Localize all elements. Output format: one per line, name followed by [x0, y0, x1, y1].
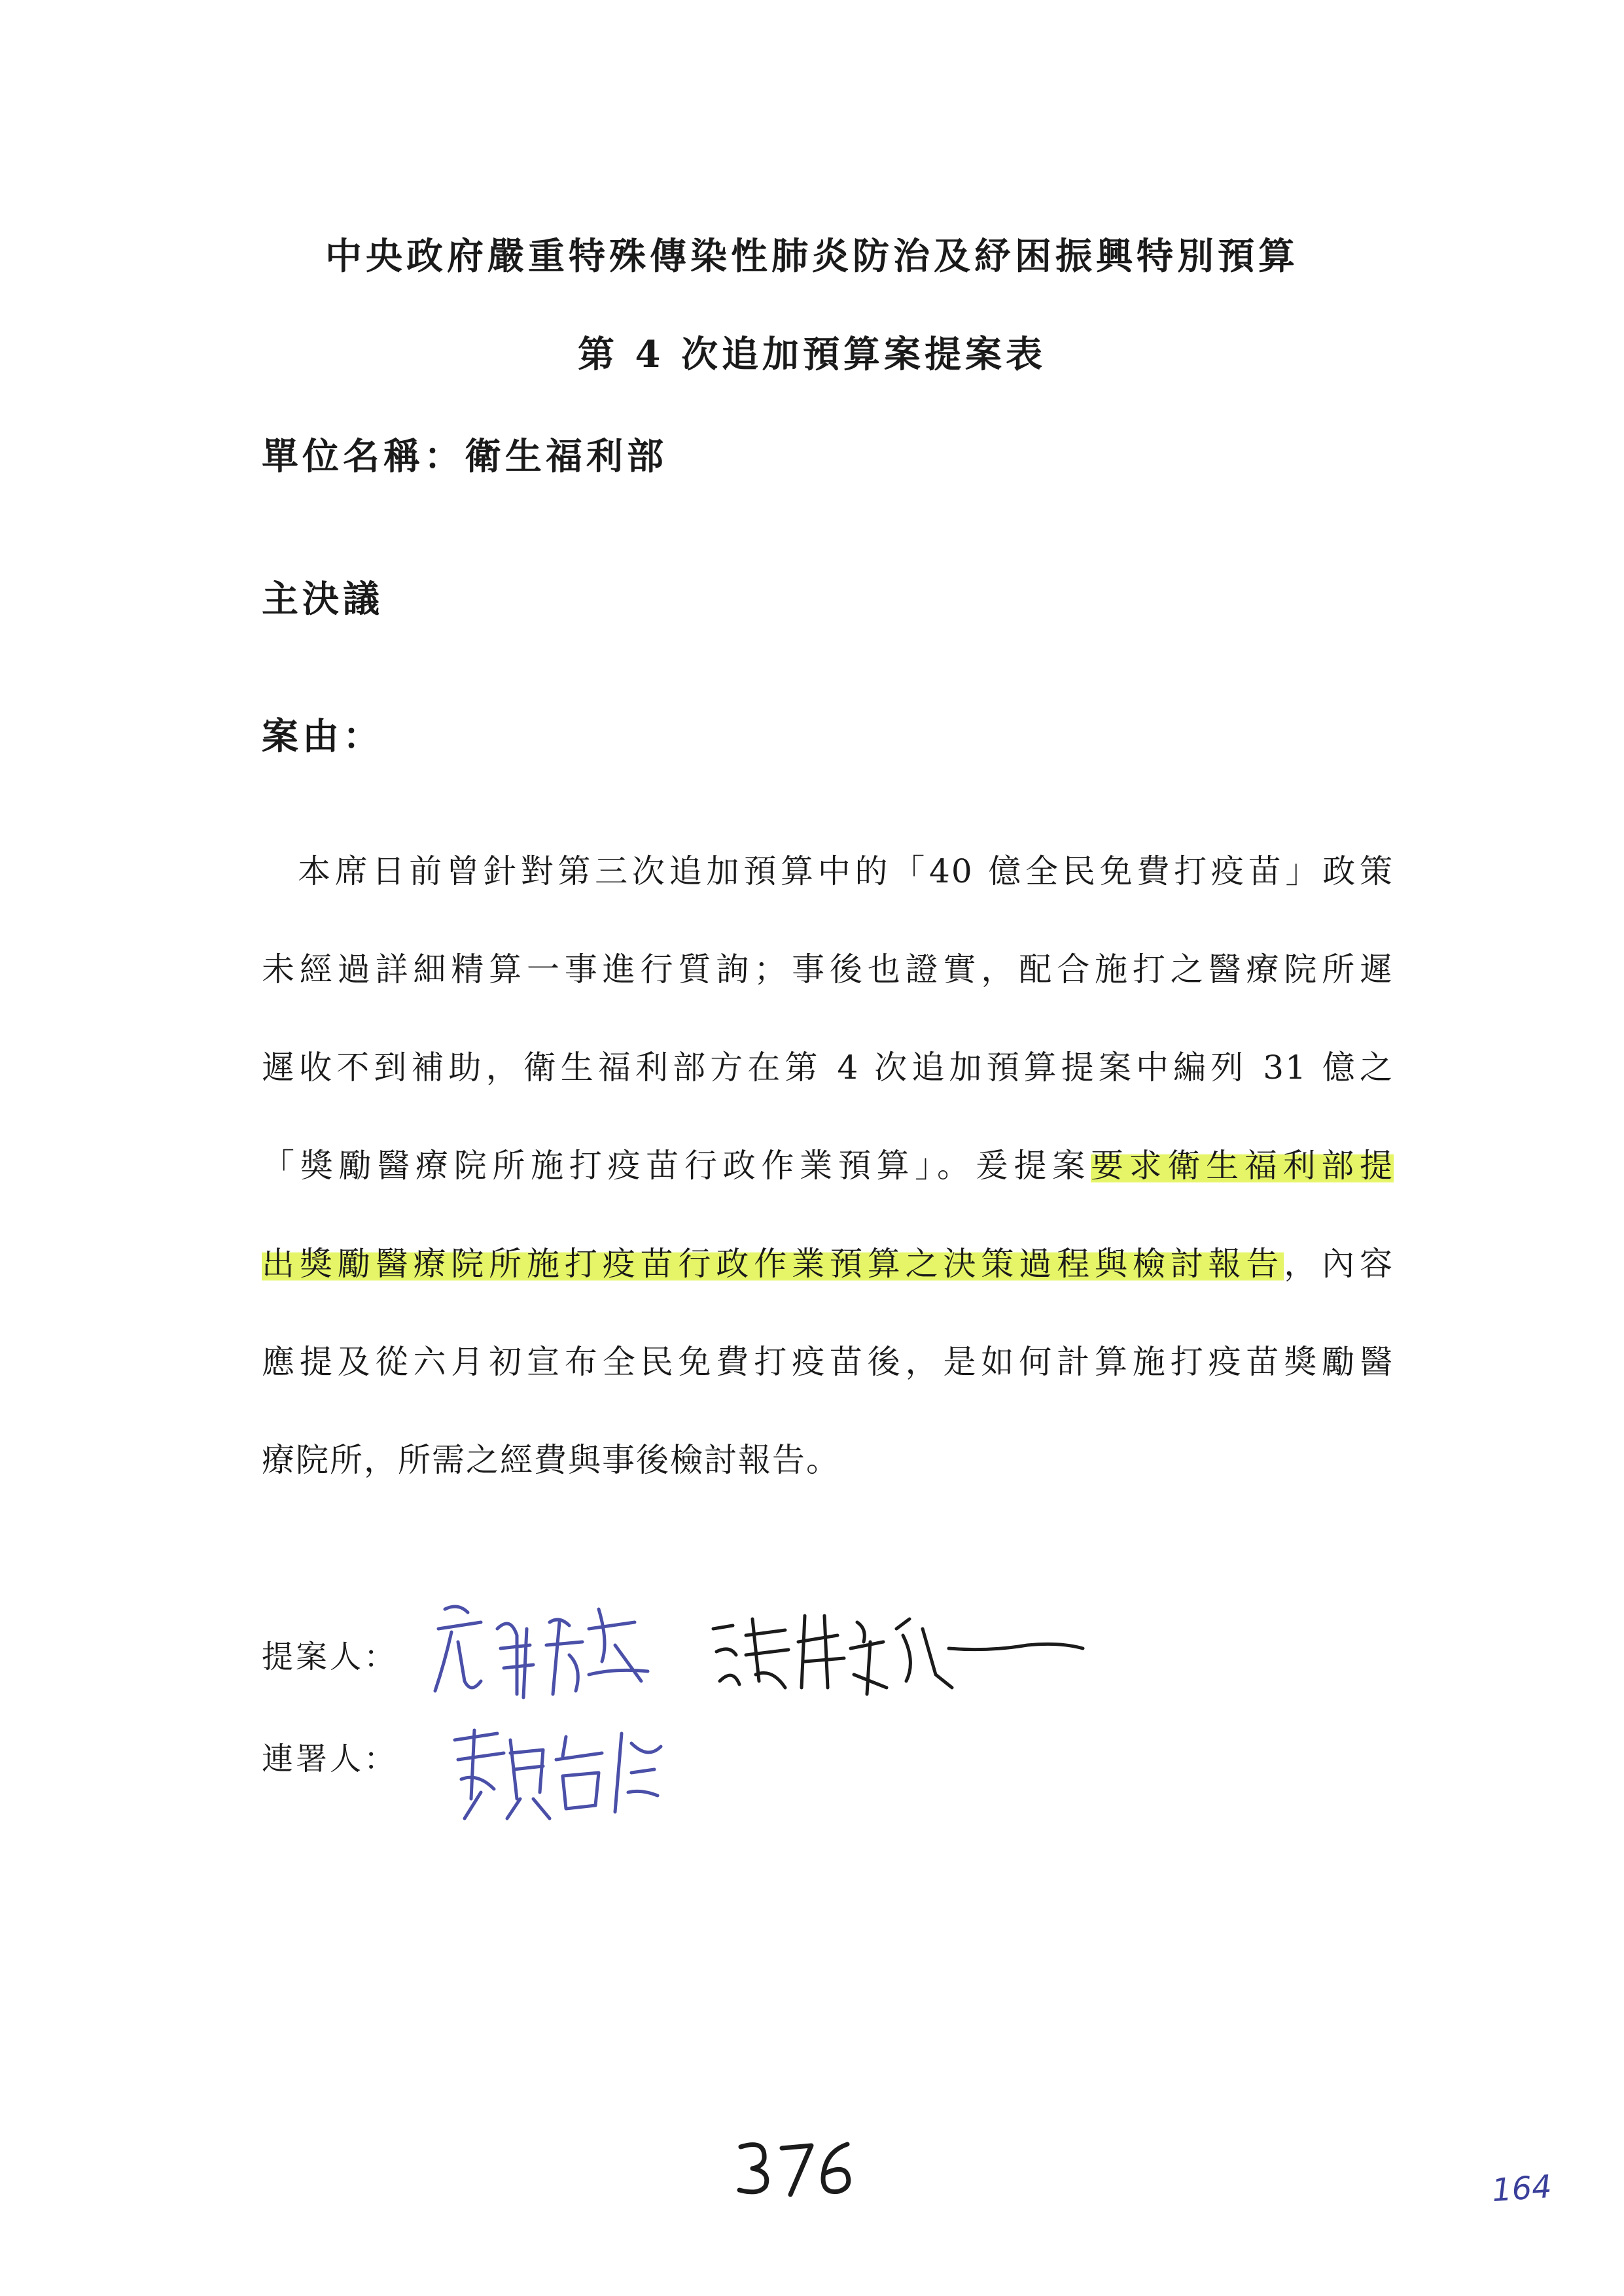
body-line-5-text: ，內容 — [1284, 1245, 1394, 1283]
body-line-2: 未經過詳細精算一事進行質詢；事後也證實，配合施打之醫療院所遲 — [262, 950, 1394, 988]
body-line-7: 療院所，所需之經費與事後檢討報告。 — [262, 1441, 840, 1479]
body-line-6: 應提及從六月初宣布全民免費打疫苗後，是如何計算施打疫苗獎勵醫 — [262, 1343, 1394, 1381]
body-line-4 — [262, 1139, 1394, 1187]
proposer-signature-2 — [707, 1590, 1086, 1707]
page-number — [733, 2132, 864, 2198]
cosigner-signature — [445, 1714, 667, 1825]
highlighted-text: 要求衛生福利部提 — [1090, 1147, 1394, 1185]
unit-name: 單位名稱：衛生福利部 — [262, 435, 667, 478]
body-line-4-text: 「獎勵醫療院所施打疫苗行政作業預算」。爰提案 — [262, 1147, 1091, 1185]
main-resolution-label: 主決議 — [262, 578, 383, 621]
document-title-line2: 第 4 次追加預算案提案表 — [578, 333, 1046, 376]
document-title-line1: 中央政府嚴重特殊傳染性肺炎防治及紓困振興特別預算 — [325, 235, 1299, 278]
highlighted-text: 出獎勵醫療院所施打疫苗行政作業預算之決策過程與檢討報告 — [262, 1245, 1284, 1283]
case-label: 案由： — [262, 715, 383, 758]
corner-number: 164 — [1491, 2168, 1553, 2210]
body-line-3: 遲收不到補助，衛生福利部方在第 4 次追加預算提案中編列 31 億之 — [262, 1049, 1394, 1087]
body-line-5 — [262, 1238, 1394, 1285]
cosigner-label: 連署人： — [262, 1741, 398, 1777]
proposer-label: 提案人： — [262, 1639, 398, 1675]
proposer-signature-1 — [419, 1583, 654, 1714]
body-line-1: 本席日前曾針對第三次追加預算中的「40 億全民免費打疫苗」政策 — [298, 852, 1394, 890]
